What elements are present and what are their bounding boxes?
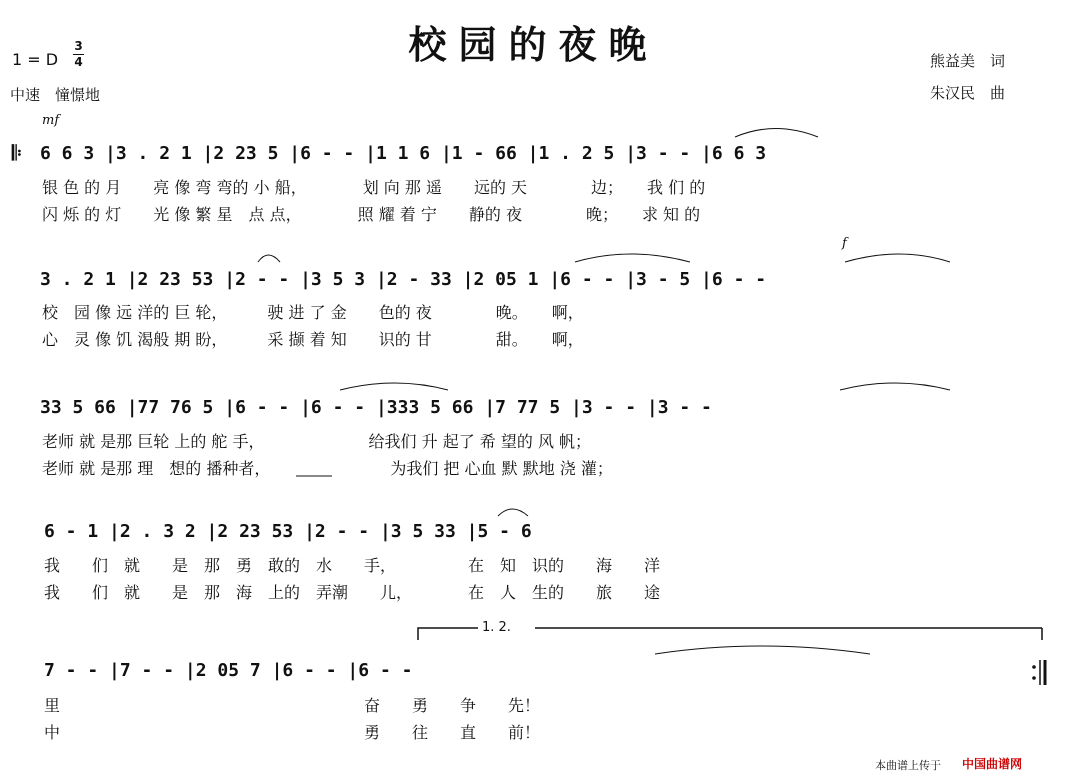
notation-row-4: 6 - 1 |2 . 3 2 |2 23 53 |2 - - |3 5 33 |5 - 6: [44, 521, 532, 542]
lyrics-row-2-verse-1: 校 园 像 远 洋的 巨 轮， 驶 进 了 金 色的 夜 晚。 啊，: [42, 303, 584, 322]
time-denominator: 4: [74, 55, 83, 69]
notation-row-2: 3 . 2 1 |2 23 53 |2 - - |3 5 3 |2 - 33 |2 05 1 |6 - - |3 - 5 |6 - -: [40, 269, 767, 290]
lyrics-row-3-verse-2: 老师 就 是那 理 想的 播种者， 为我们 把 心血 默 默地 浇 灌；: [42, 459, 613, 478]
lyrics-row-5-verse-1: 里 奋 勇 争 先！: [44, 696, 541, 715]
dynamic-f: f: [842, 236, 847, 251]
lyrics-row-3-verse-1: 老师 就 是那 巨轮 上的 舵 手， 给我们 升 起了 希 望的 风 帆；: [42, 432, 592, 451]
lyrics-row-4-verse-2: 我 们 就 是 那 海 上的 弄潮 儿， 在 人 生的 旅 途: [44, 583, 661, 602]
lyrics-row-5-verse-2: 中 勇 往 直 前！: [44, 723, 541, 742]
slur-row2c: [845, 254, 950, 262]
volta-label: 1. 2.: [482, 620, 511, 635]
volta-bracket: [418, 628, 478, 640]
footer-upload-text: 本曲谱上传于: [875, 759, 941, 772]
slur-row3a: [340, 383, 448, 390]
lyricist-credit: 熊益美 词: [930, 52, 1006, 70]
slur-row1: [735, 129, 818, 138]
slur-row5: [655, 646, 870, 654]
notation-row-5: 7 - - |7 - - |2 05 7 |6 - - |6 - -: [44, 660, 413, 681]
notation-row-1: 6 6 3 |3 . 2 1 |2 23 5 |6 - - |1 1 6 |1 - 66 |1 . 2 5 |3 - - |6 6 3: [40, 143, 767, 164]
lyrics-row-1-verse-2: 闪 烁 的 灯 光 像 繁 星 点 点， 照 耀 着 宁 静的 夜 晚； 求 知 的: [42, 205, 701, 224]
key-signature: 1 = D: [12, 50, 59, 69]
slur-row2a: [258, 255, 280, 262]
tempo-marking: 中速 憧憬地: [10, 86, 101, 104]
slur-row2b: [575, 254, 690, 262]
lyrics-row-1-verse-1: 银 色 的 月 亮 像 弯 弯的 小 船， 划 向 那 遥 远的 天 边； 我 们 的: [42, 178, 706, 197]
notation-row-3: 33 5 66 |77 76 5 |6 - - |6 - - |333 5 66 |7 77 5 |3 - - |3 - -: [40, 397, 712, 418]
repeat-start-sign: 𝄆: [12, 141, 22, 165]
lyrics-row-4-verse-1: 我 们 就 是 那 勇 敢的 水 手， 在 知 识的 海 洋: [44, 556, 661, 575]
slur-row4: [498, 509, 528, 516]
dynamic-mf: mf: [42, 113, 60, 128]
song-title: 校园的夜晚: [408, 23, 659, 67]
lyrics-row-2-verse-2: 心 灵 像 饥 渴般 期 盼， 采 撷 着 知 识的 甘 甜。 啊，: [42, 330, 584, 349]
time-numerator: 3: [74, 39, 83, 53]
composer-credit: 朱汉民 曲: [930, 84, 1006, 102]
site-logo: 中国曲谱网: [962, 757, 1023, 771]
slur-row3b: [840, 383, 950, 390]
